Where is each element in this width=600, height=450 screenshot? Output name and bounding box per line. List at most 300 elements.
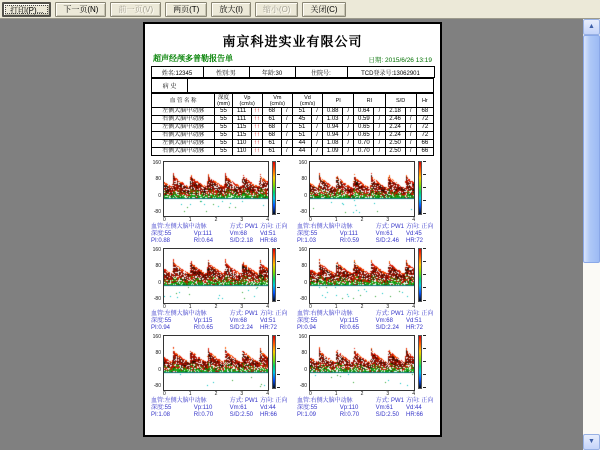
value-cell: 0.65: [354, 124, 374, 132]
value-cell: 2.18: [385, 108, 405, 116]
value-cell: 2.24: [385, 132, 405, 140]
velocity-colorbar: [418, 335, 422, 389]
colorbar-ticks: [277, 248, 281, 302]
x-axis-labels: [163, 391, 269, 397]
doppler-chart-2: [296, 161, 435, 245]
value-cell: /: [281, 148, 292, 156]
value-cell: /: [312, 108, 323, 116]
caption-value: S/D:2.18: [229, 238, 253, 244]
value-cell: /: [374, 108, 385, 116]
value-cell: 111: [232, 108, 251, 116]
print-button[interactable]: 打印(P)...: [2, 2, 51, 17]
value-cell: 0.64: [354, 108, 374, 116]
value-cell: 61: [262, 140, 281, 148]
caption-value: Vd:51: [260, 318, 276, 324]
x-tick-label: 0: [309, 217, 312, 223]
x-tick-label: 1: [188, 304, 192, 310]
value-cell: ↑↑: [251, 148, 262, 156]
caption-value: RI:0.65: [339, 325, 360, 331]
x-tick-label: 4: [412, 304, 415, 310]
value-cell: ↑↑: [251, 116, 262, 124]
x-tick-label: 0: [309, 391, 312, 397]
value-cell: ↑↑: [251, 132, 262, 140]
history-table: [151, 78, 434, 93]
y-axis-labels: [150, 161, 163, 215]
value-cell: /: [281, 116, 292, 124]
caption-value: HR:66: [260, 412, 278, 418]
x-axis-labels: [163, 217, 269, 223]
caption-mode: 方式: PW1: [229, 398, 258, 404]
caption-value: HR:72: [406, 325, 424, 331]
caption-value: Vm:68: [229, 231, 247, 237]
value-cell: /: [374, 140, 385, 148]
caption-value: Vd:44: [260, 405, 276, 411]
value-cell: /: [405, 148, 416, 156]
report-page[interactable]: [143, 22, 442, 437]
value-cell: /: [312, 124, 323, 132]
table-row: [152, 108, 434, 116]
value-cell: 115: [232, 124, 251, 132]
spectrogram-canvas: [164, 336, 268, 390]
x-tick-label: 0: [163, 391, 166, 397]
caption-value: PI:1.03: [297, 238, 317, 244]
x-axis-labels: [163, 304, 269, 310]
caption-direction: 方向: 正向: [260, 398, 288, 404]
caption-direction: 方向: 正向: [406, 398, 434, 404]
value-cell: /: [281, 108, 292, 116]
y-axis-labels: [296, 248, 309, 302]
patient-age: 年龄:30: [249, 67, 295, 78]
y-tick-label: 80: [301, 350, 307, 356]
next-page-button[interactable]: 下一页(N): [55, 2, 106, 17]
value-cell: 61: [262, 116, 281, 124]
value-cell: 0.65: [354, 132, 374, 140]
caption-mode: 方式: PW1: [229, 311, 258, 317]
value-cell: 72: [416, 124, 433, 132]
caption-value: 深度:55: [297, 231, 318, 237]
x-tick-label: 1: [188, 391, 192, 397]
prev-page-button[interactable]: 前一页(V): [110, 2, 161, 17]
y-tick-label: 80: [155, 263, 161, 269]
caption-value: Vd:45: [406, 231, 422, 237]
y-tick-label: 80: [155, 176, 161, 182]
close-button[interactable]: 关闭(C): [302, 2, 345, 17]
value-cell: /: [405, 108, 416, 116]
report-subtitle: 超声经颅多普勒报告单: [153, 54, 233, 63]
value-cell: /: [343, 140, 354, 148]
caption-value: Vp:111: [193, 231, 212, 237]
vessel-name-cell: 右侧大脑中动脉: [152, 116, 215, 124]
caption-value: 深度:55: [151, 405, 172, 411]
y-tick-label: 80: [301, 176, 307, 182]
table-row: [152, 116, 434, 124]
y-tick-label: 160: [298, 334, 307, 340]
x-tick-label: 3: [386, 304, 390, 310]
scrollbar-thumb[interactable]: [583, 35, 600, 263]
table-row: [152, 132, 434, 140]
caption-vessel: 血管:左侧大脑中动脉: [151, 224, 207, 230]
y-tick-label: -80: [299, 383, 307, 389]
y-tick-label: 80: [155, 350, 161, 356]
caption-value: HR:68: [260, 238, 278, 244]
caption-mode: 方式: PW1: [375, 398, 404, 404]
caption-value: HR:72: [406, 238, 424, 244]
y-tick-label: 0: [158, 280, 161, 286]
caption-value: Vp:110: [339, 405, 359, 411]
vertical-scrollbar[interactable]: [583, 19, 600, 450]
value-cell: 0.70: [354, 148, 374, 156]
caption-vessel: 血管:左侧大脑中动脉: [151, 398, 207, 404]
caption-mode: 方式: PW1: [375, 311, 404, 317]
y-tick-label: -80: [153, 296, 161, 302]
value-cell: ↑↑: [251, 108, 262, 116]
caption-value: PI:0.94: [151, 325, 171, 331]
spectrogram-canvas: [310, 336, 414, 390]
y-tick-label: 0: [304, 280, 307, 286]
vessel-name-cell: 左侧大脑中动脉: [152, 140, 215, 148]
velocity-colorbar: [418, 161, 422, 215]
y-axis-labels: [150, 335, 163, 389]
y-tick-label: 160: [152, 247, 161, 253]
patient-info-table: [151, 66, 435, 78]
caption-value: Vm:68: [229, 318, 247, 324]
caption-value: Vm:61: [375, 231, 393, 237]
caption-value: HR:66: [406, 412, 424, 418]
column-header: PI: [323, 94, 354, 108]
column-header: 血 管 名 称: [152, 94, 215, 108]
caption-value: RI:0.65: [193, 325, 214, 331]
caption-direction: 方向: 正向: [260, 224, 288, 230]
caption-value: RI:0.59: [339, 238, 360, 244]
value-cell: /: [374, 124, 385, 132]
value-cell: 68: [262, 132, 281, 140]
x-tick-label: 1: [334, 217, 338, 223]
two-page-button[interactable]: 两页(T): [165, 2, 207, 17]
value-cell: 0.94: [323, 124, 343, 132]
x-tick-label: 2: [214, 217, 218, 223]
spectrogram-plot: [309, 335, 415, 391]
colorbar-ticks: [277, 335, 281, 389]
x-tick-label: 2: [214, 391, 218, 397]
value-cell: /: [343, 148, 354, 156]
preview-area: [0, 19, 600, 450]
y-tick-label: -80: [299, 209, 307, 215]
value-cell: /: [405, 124, 416, 132]
doppler-chart-3: [150, 248, 289, 332]
x-tick-label: 4: [412, 217, 415, 223]
value-cell: 1.09: [323, 148, 343, 156]
chart-caption: [297, 311, 435, 332]
report-date: 日期: 2015/6/26 13:19: [368, 57, 432, 64]
x-axis-labels: [309, 391, 415, 397]
caption-value: S/D:2.50: [375, 412, 399, 418]
history-value: [188, 79, 434, 93]
y-tick-label: 0: [304, 367, 307, 373]
doppler-chart-5: [150, 335, 289, 419]
spectrogram-canvas: [310, 162, 414, 216]
value-cell: /: [281, 132, 292, 140]
x-tick-label: 4: [266, 217, 269, 223]
caption-value: Vm:68: [375, 318, 393, 324]
value-cell: /: [312, 116, 323, 124]
caption-value: 深度:55: [297, 405, 318, 411]
value-cell: 66: [416, 140, 433, 148]
column-header: Hr: [416, 94, 433, 108]
value-cell: /: [281, 140, 292, 148]
spectrogram-plot: [163, 248, 269, 304]
value-cell: /: [374, 132, 385, 140]
value-cell: /: [374, 148, 385, 156]
chart-caption: [297, 398, 435, 419]
value-cell: 51: [292, 124, 311, 132]
patient-hospital-no: 住院号:: [295, 67, 347, 78]
y-axis-labels: [150, 248, 163, 302]
x-tick-label: 0: [309, 304, 312, 310]
caption-value: 深度:55: [297, 318, 318, 324]
value-cell: 55: [215, 116, 232, 124]
table-row: [152, 140, 434, 148]
column-header: 深度 (mm): [215, 94, 232, 108]
caption-value: Vd:44: [406, 405, 422, 411]
value-cell: /: [343, 132, 354, 140]
caption-direction: 方向: 正向: [406, 311, 434, 317]
column-header: Vp (cm/s): [232, 94, 262, 108]
x-tick-label: 3: [386, 391, 390, 397]
value-cell: 55: [215, 108, 232, 116]
table-row: [152, 124, 434, 132]
value-cell: /: [312, 140, 323, 148]
colorbar-ticks: [277, 161, 281, 215]
value-cell: ↑↑: [251, 124, 262, 132]
caption-value: Vp:111: [339, 231, 358, 237]
caption-value: S/D:2.24: [229, 325, 253, 331]
value-cell: 2.50: [385, 140, 405, 148]
vessel-name-cell: 右侧大脑中动脉: [152, 148, 215, 156]
y-tick-label: 0: [158, 367, 161, 373]
caption-value: RI:0.70: [339, 412, 360, 418]
vessel-name-cell: 右侧大脑中动脉: [152, 132, 215, 140]
spectrogram-canvas: [310, 249, 414, 303]
value-cell: 61: [262, 148, 281, 156]
zoom-in-button[interactable]: 放大(I): [211, 2, 251, 17]
spectrogram-plot: [309, 161, 415, 217]
x-tick-label: 1: [188, 217, 192, 223]
velocity-colorbar: [418, 248, 422, 302]
spectrogram-plot: [163, 161, 269, 217]
y-axis-labels: [296, 335, 309, 389]
column-header: Vd (cm/s): [292, 94, 322, 108]
value-cell: /: [405, 132, 416, 140]
caption-value: PI:1.09: [297, 412, 317, 418]
value-cell: 110: [232, 140, 251, 148]
spectrogram-canvas: [164, 162, 268, 216]
x-tick-label: 3: [240, 304, 244, 310]
colorbar-ticks: [423, 248, 427, 302]
caption-value: 深度:55: [151, 318, 172, 324]
caption-value: PI:0.88: [151, 238, 171, 244]
value-cell: 111: [232, 116, 251, 124]
value-cell: /: [374, 116, 385, 124]
table-row: [152, 148, 434, 156]
value-cell: 1.08: [323, 140, 343, 148]
toolbar: [0, 0, 600, 19]
value-cell: 115: [232, 132, 251, 140]
value-cell: 2.46: [385, 116, 405, 124]
caption-value: Vm:61: [375, 405, 393, 411]
x-axis-labels: [309, 304, 415, 310]
x-tick-label: 2: [360, 391, 364, 397]
value-cell: 55: [215, 124, 232, 132]
spectrogram-plot: [163, 335, 269, 391]
history-label: 病 史: [152, 79, 188, 93]
caption-mode: 方式: PW1: [375, 224, 404, 230]
chart-caption: [151, 311, 289, 332]
velocity-colorbar: [272, 248, 276, 302]
doppler-chart-6: [296, 335, 435, 419]
spectrogram-plot: [309, 248, 415, 304]
caption-value: 深度:55: [151, 231, 172, 237]
x-tick-label: 2: [360, 217, 364, 223]
value-cell: 0.59: [354, 116, 374, 124]
vessel-table-head-row: [152, 94, 434, 108]
y-tick-label: 0: [304, 193, 307, 199]
value-cell: 72: [416, 132, 433, 140]
caption-value: Vd:51: [260, 231, 276, 237]
y-tick-label: 0: [158, 193, 161, 199]
value-cell: /: [343, 108, 354, 116]
x-tick-label: 1: [334, 304, 338, 310]
y-tick-label: -80: [153, 383, 161, 389]
y-tick-label: -80: [299, 296, 307, 302]
chart-caption: [151, 224, 289, 245]
value-cell: /: [312, 132, 323, 140]
y-axis-labels: [296, 161, 309, 215]
value-cell: 45: [292, 116, 311, 124]
caption-value: Vp:115: [339, 318, 359, 324]
caption-value: PI:1.08: [151, 412, 171, 418]
x-tick-label: 3: [240, 391, 244, 397]
value-cell: 0.88: [323, 108, 343, 116]
y-tick-label: 160: [152, 334, 161, 340]
value-cell: 0.94: [323, 132, 343, 140]
x-tick-label: 4: [412, 391, 415, 397]
value-cell: /: [343, 116, 354, 124]
x-tick-label: 2: [360, 304, 364, 310]
value-cell: 51: [292, 108, 311, 116]
vessel-table: [151, 93, 434, 156]
x-tick-label: 3: [386, 217, 390, 223]
scroll-up-icon[interactable]: ▲: [583, 19, 600, 35]
doppler-charts-grid: [150, 161, 435, 419]
caption-value: Vp:110: [193, 405, 213, 411]
velocity-colorbar: [272, 161, 276, 215]
value-cell: 2.50: [385, 148, 405, 156]
vessel-name-cell: 左侧大脑中动脉: [152, 108, 215, 116]
value-cell: 44: [292, 140, 311, 148]
caption-value: S/D:2.24: [375, 325, 399, 331]
x-tick-label: 3: [240, 217, 244, 223]
vessel-table-body: [152, 108, 434, 156]
patient-gender: 性别:男: [203, 67, 249, 78]
caption-value: PI:0.94: [297, 325, 317, 331]
colorbar-ticks: [423, 161, 427, 215]
caption-value: RI:0.70: [193, 412, 214, 418]
x-tick-label: 4: [266, 304, 269, 310]
company-title: 南京科进实业有限公司: [222, 35, 363, 50]
zoom-out-button[interactable]: 缩小(O): [255, 2, 299, 17]
doppler-chart-1: [150, 161, 289, 245]
y-tick-label: 160: [298, 247, 307, 253]
caption-value: Vm:61: [229, 405, 247, 411]
value-cell: 44: [292, 148, 311, 156]
column-header: RI: [354, 94, 385, 108]
value-cell: 68: [262, 124, 281, 132]
x-tick-label: 0: [163, 304, 166, 310]
value-cell: /: [281, 124, 292, 132]
caption-value: Vp:115: [193, 318, 213, 324]
caption-vessel: 血管:右侧大脑中动脉: [297, 311, 353, 317]
value-cell: 0.70: [354, 140, 374, 148]
doppler-chart-4: [296, 248, 435, 332]
caption-value: S/D:2.46: [375, 238, 399, 244]
value-cell: ↑↑: [251, 140, 262, 148]
value-cell: 2.24: [385, 124, 405, 132]
patient-tcd-no: TCD登录号:13062901: [347, 67, 434, 78]
value-cell: 110: [232, 148, 251, 156]
caption-value: HR:72: [260, 325, 278, 331]
x-tick-label: 4: [266, 391, 269, 397]
patient-name: 姓名:12345: [151, 67, 203, 78]
value-cell: 55: [215, 132, 232, 140]
column-header: S/D: [385, 94, 416, 108]
chart-caption: [151, 398, 289, 419]
caption-vessel: 血管:左侧大脑中动脉: [151, 311, 207, 317]
value-cell: 68: [416, 108, 433, 116]
caption-direction: 方向: 正向: [406, 224, 434, 230]
x-tick-label: 2: [214, 304, 218, 310]
value-cell: /: [343, 124, 354, 132]
x-tick-label: 1: [334, 391, 338, 397]
x-axis-labels: [309, 217, 415, 223]
value-cell: 55: [215, 148, 232, 156]
value-cell: 55: [215, 140, 232, 148]
caption-mode: 方式: PW1: [229, 224, 258, 230]
y-tick-label: 80: [301, 263, 307, 269]
value-cell: /: [405, 140, 416, 148]
value-cell: 66: [416, 148, 433, 156]
scroll-down-icon[interactable]: ▼: [583, 434, 600, 450]
value-cell: /: [405, 116, 416, 124]
colorbar-ticks: [423, 335, 427, 389]
caption-value: Vd:51: [406, 318, 422, 324]
chart-caption: [297, 224, 435, 245]
x-tick-label: 0: [163, 217, 166, 223]
column-header: Vm (cm/s): [262, 94, 292, 108]
y-tick-label: 160: [152, 160, 161, 166]
value-cell: 72: [416, 116, 433, 124]
value-cell: /: [312, 148, 323, 156]
vessel-name-cell: 左侧大脑中动脉: [152, 124, 215, 132]
y-tick-label: 160: [298, 160, 307, 166]
caption-direction: 方向: 正向: [260, 311, 288, 317]
caption-vessel: 血管:右侧大脑中动脉: [297, 224, 353, 230]
caption-value: RI:0.64: [193, 238, 214, 244]
value-cell: 68: [262, 108, 281, 116]
spectrogram-canvas: [164, 249, 268, 303]
velocity-colorbar: [272, 335, 276, 389]
caption-value: S/D:2.50: [229, 412, 253, 418]
value-cell: 1.03: [323, 116, 343, 124]
